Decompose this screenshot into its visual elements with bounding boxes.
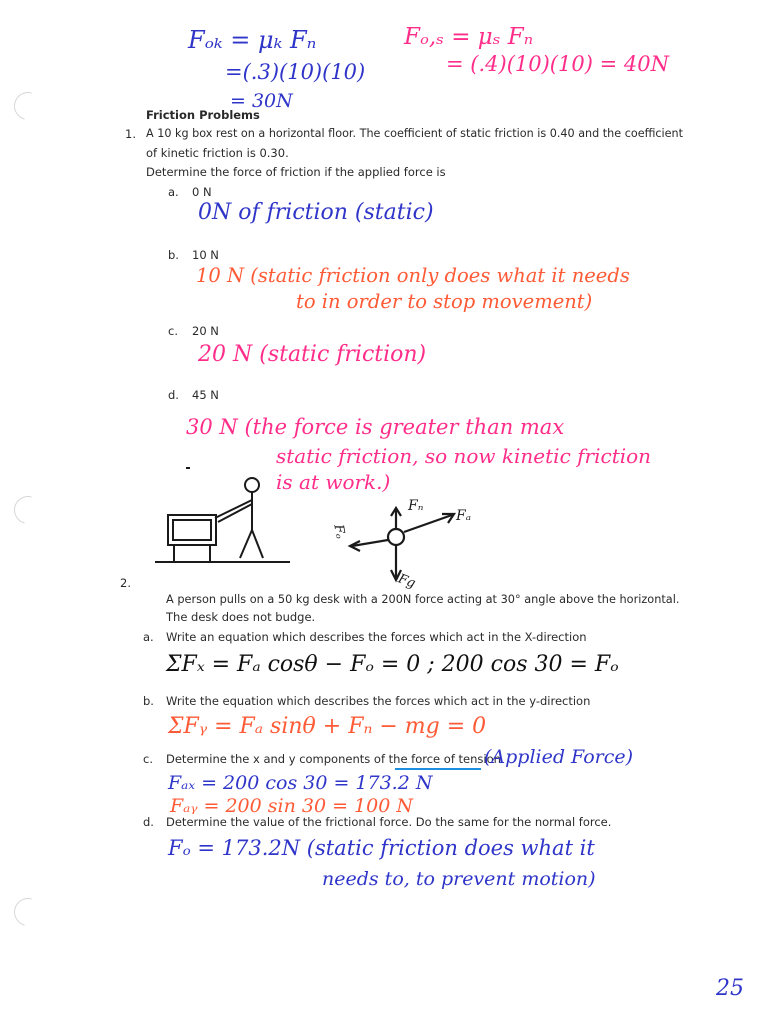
kinetic-friction-formula: Fₒₖ = μₖ Fₙ: [188, 26, 317, 54]
q1-text-line1: A 10 kg box rest on a horizontal floor. The coefficient of static friction is 0.40 and the coefficient: [146, 127, 684, 140]
q2-d-answer-line1: Fₒ = 173.2N (static friction does what it: [168, 836, 595, 860]
gravity-force-label: Fg: [395, 571, 418, 592]
q2-b-letter: b.: [143, 694, 154, 708]
q2-c-note: (Applied Force): [484, 746, 634, 768]
kinetic-friction-calc: =(.3)(10)(10): [225, 60, 366, 84]
underline: [395, 768, 481, 770]
q2-a-text: Write an equation which describes the forces which act in the X-direction: [166, 630, 587, 644]
q1-part-value: 20 N: [192, 324, 219, 338]
q1-part-answer: 30 N (the force is greater than max: [186, 415, 565, 439]
force-vectors: [350, 508, 454, 580]
friction-force-label: Fₒ: [330, 523, 348, 540]
q2-c-answer-x: Fₐₓ = 200 cos 30 = 173.2 N: [168, 772, 433, 794]
page-title: Friction Problems: [146, 108, 260, 122]
static-friction-formula: Fₒ,ₛ = μₛ Fₙ: [404, 24, 534, 50]
static-friction-calc: = (.4)(10)(10) = 40N: [446, 52, 669, 76]
q2-text-line1: A person pulls on a 50 kg desk with a 200N force acting at 30° angle above the horizontal.: [166, 593, 680, 606]
q1-number: 1.: [125, 127, 136, 141]
q2-c-letter: c.: [143, 752, 153, 766]
q2-d-text: Determine the value of the frictional force. Do the same for the normal force.: [166, 815, 612, 829]
q2-d-answer-line2: needs to, to prevent motion): [322, 868, 596, 890]
q2-c-answer-y: Fₐᵧ = 200 sin 30 = 100 N: [170, 795, 413, 817]
q2-a-letter: a.: [143, 630, 154, 644]
q1-part-letter: d.: [168, 388, 179, 402]
q1-part-value: 10 N: [192, 248, 219, 262]
applied-force-label: Fₐ: [456, 508, 471, 524]
q1-part-answer: 20 N (static friction): [198, 342, 427, 367]
q1-part-answer: is at work.): [276, 470, 391, 494]
q2-number: 2.: [120, 576, 131, 590]
q1-part-letter: a.: [168, 185, 179, 199]
q1-part-value: 45 N: [192, 388, 219, 402]
person-desk-sketch: [155, 468, 290, 562]
kinetic-friction-result: = 30N: [230, 90, 293, 112]
q1-part-answer: 10 N (static friction only does what it needs: [196, 264, 630, 287]
q1-part-letter: c.: [168, 324, 178, 338]
q1-part-answer: to in order to stop movement): [296, 290, 593, 313]
q1-part-letter: b.: [168, 248, 179, 262]
q2-a-answer: ΣFₓ = Fₐ cosθ − Fₒ = 0 ; 200 cos 30 = Fₒ: [166, 652, 619, 677]
q1-text-line3: Determine the force of friction if the applied force is: [146, 165, 446, 179]
q2-b-text: Write the equation which describes the forces which act in the y-direction: [166, 694, 591, 708]
q2-b-answer: ΣFᵧ = Fₐ sinθ + Fₙ − mg = 0: [168, 714, 487, 739]
q1-part-value: 0 N: [192, 185, 212, 199]
page-number: 25: [716, 976, 744, 1001]
q1-text-line2: of kinetic friction is 0.30.: [146, 146, 289, 160]
q2-text-line2: The desk does not budge.: [166, 610, 316, 624]
normal-force-label: Fₙ: [408, 498, 424, 514]
q1-part-answer: static friction, so now kinetic friction: [276, 444, 652, 468]
q2-d-letter: d.: [143, 815, 154, 829]
q2-c-text: Determine the x and y components of the force of tension: [166, 752, 501, 766]
q1-part-answer: 0N of friction (static): [198, 200, 434, 225]
